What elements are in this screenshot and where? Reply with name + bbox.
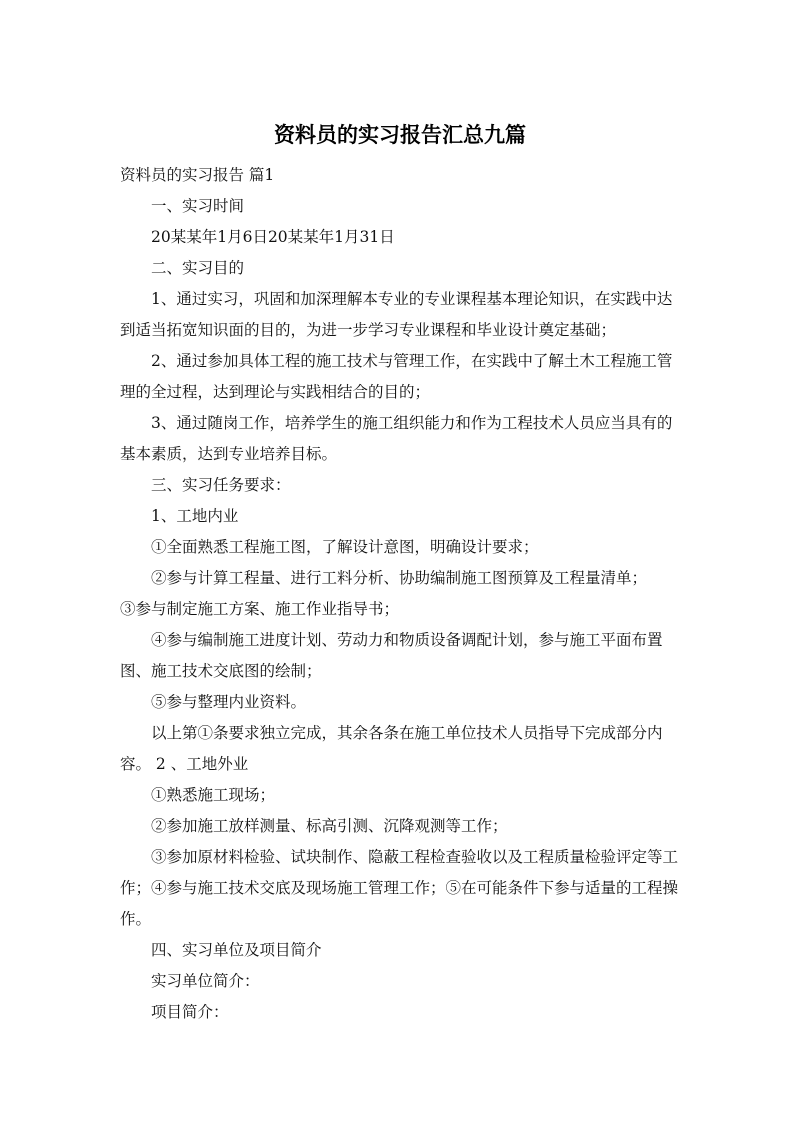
document-body	[120, 160, 680, 1028]
paragraph: ④参与编制施工进度计划、劳动力和物质设备调配计划，参与施工平面布置图、施工技术交底图的绘制；	[120, 631, 663, 680]
paragraph: 项目简介：	[151, 1003, 229, 1021]
paragraph: 3、通过随岗工作，培养学生的施工组织能力和作为工程技术人员应当具有的基本素质，达到专业培养目标。	[120, 414, 673, 463]
paragraph: 1、通过实习，巩固和加深理解本专业的专业课程基本理论知识，在实践中达到适当拓宽知识面的目的，为进一步学习专业课程和毕业设计奠定基础；	[120, 290, 673, 339]
document-title: 资料员的实习报告汇总九篇	[274, 123, 526, 147]
paragraph: ③参与制定施工方案、施工作业指导书；	[120, 600, 400, 618]
paragraph: 1、工地内业	[151, 507, 239, 525]
paragraph: 四、实习单位及项目简介	[151, 941, 322, 959]
paragraph: 一、实习时间	[151, 197, 245, 215]
paragraph: 以上第①条要求独立完成，其余各条在施工单位技术人员指导下完成部分内容。 2 、工地外业	[120, 724, 663, 773]
paragraph: 实习单位简介：	[151, 972, 260, 990]
paragraph: 20某某年1月6日20某某年1月31日	[151, 228, 395, 246]
paragraph: ③参加原材料检验、试块制作、隐蔽工程检查验收以及工程质量检验评定等工作；④参与施工技术交底及现场施工管理工作；⑤在可能条件下参与适量的工程操作。	[120, 848, 679, 928]
paragraph: ①全面熟悉工程施工图，了解设计意图，明确设计要求；	[151, 538, 539, 556]
paragraph: 三、实习任务要求：	[151, 476, 291, 494]
paragraph: 资料员的实习报告 篇1	[120, 166, 275, 184]
paragraph: ②参与计算工程量、进行工料分析、协助编制施工图预算及工程量清单；	[151, 569, 648, 587]
paragraph: ⑤参与整理内业资料。	[151, 693, 307, 711]
paragraph: 二、实习目的	[151, 259, 245, 277]
paragraph: ①熟悉施工现场；	[151, 786, 276, 804]
paragraph: 2、通过参加具体工程的施工技术与管理工作，在实践中了解土木工程施工管理的全过程，达到理论与实践相结合的目的；	[120, 352, 673, 401]
paragraph: ②参加施工放样测量、标高引测、沉降观测等工作；	[151, 817, 508, 835]
